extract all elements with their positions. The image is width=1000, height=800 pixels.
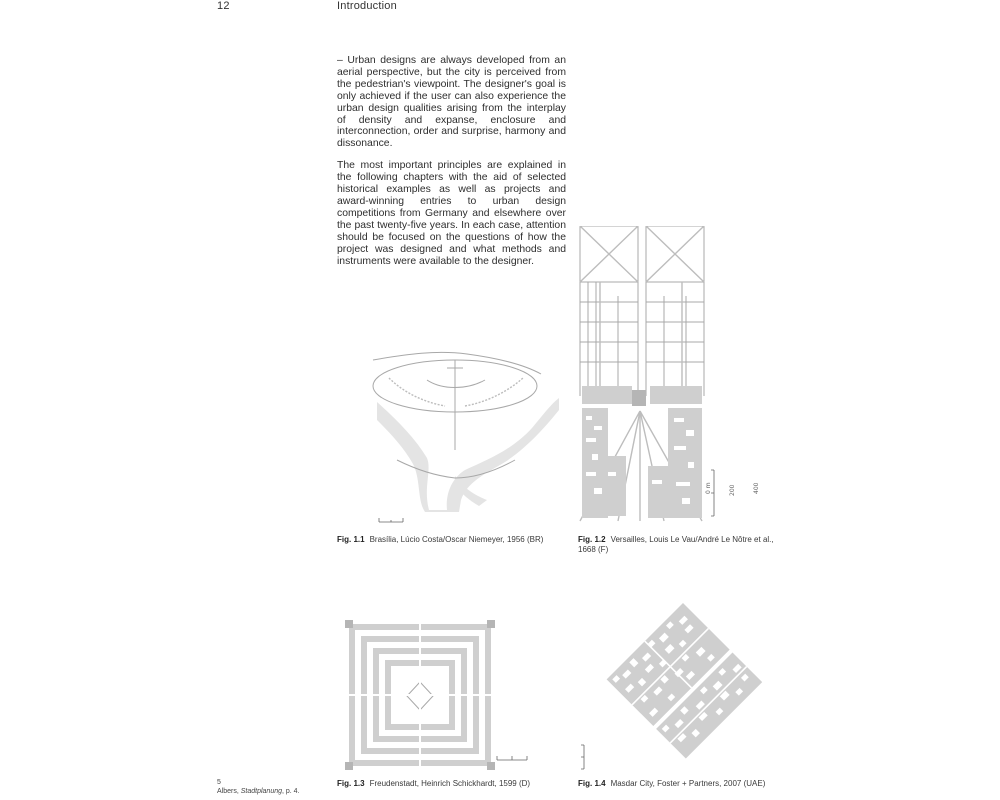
caption-text: Brasília, Lúcio Costa/Oscar Niemeyer, 1956 (BR) [369,535,544,544]
scale-label-200: 200 [729,484,736,496]
figure-label: Fig. 1.3 [337,779,365,788]
residential-wing-left [389,378,445,406]
freudenstadt-plan-figure [337,610,567,770]
figure-caption-1-2 [578,535,793,555]
residential-wing-right [465,378,523,406]
caption-text: Versailles, Louis Le Vau/André Le Nôtre et al., 1668 (F) [578,535,774,554]
page-number: 12 [217,0,230,12]
scale-bar-masdar [581,745,584,769]
figure-caption-1-3 [337,779,567,789]
caption-text: Freudenstadt, Heinrich Schickhardt, 1599 (D) [369,779,531,788]
versailles-plan-figure [578,226,788,526]
paragraph-2: The most important principles are explained in the following chapters with the aid of selected historical examples as well as projects and award-winning entries to urban design competitions from Germany and elsewhere over the past twenty-five years. In each case, attention should be focused on the questions of how the project was designed and what methods and instruments were available to the designer. [337,160,566,267]
footnote-book-title: Stadtplanung [240,788,282,795]
scale-label-400: 400 [753,482,760,494]
body-text [337,55,566,277]
scale-bar-versailles [705,470,760,516]
figure-label: Fig. 1.2 [578,535,606,544]
paragraph-1: – Urban designs are always developed from an aerial perspective, but the city is perceived from the pedestrian's viewpoint. The designer's goal is only achieved if the user can also experience the urban design qualities arising from the interplay of density and expanse, enclosure and interconnection, order and surprise, harmony and dissonance. [337,55,566,150]
footnote-text: Albers, Stadtplanung, p. 4. [217,788,300,795]
figure-caption-1-1 [337,535,567,545]
figure-caption-1-4 [578,779,793,789]
figure-label: Fig. 1.1 [337,535,365,544]
footnote [217,778,300,796]
running-header: Introduction [337,0,397,12]
figure-label: Fig. 1.4 [578,779,606,788]
caption-text: Masdar City, Foster + Partners, 2007 (UAE) [610,779,766,788]
masdar-city-plan-figure [578,595,788,775]
brasilia-plan-figure [337,350,567,530]
scale-bar-freudenstadt [497,756,527,760]
scale-label-0: 0 m [705,482,712,494]
footnote-number: 5 [217,779,221,786]
scale-bar-brasilia [379,518,403,522]
